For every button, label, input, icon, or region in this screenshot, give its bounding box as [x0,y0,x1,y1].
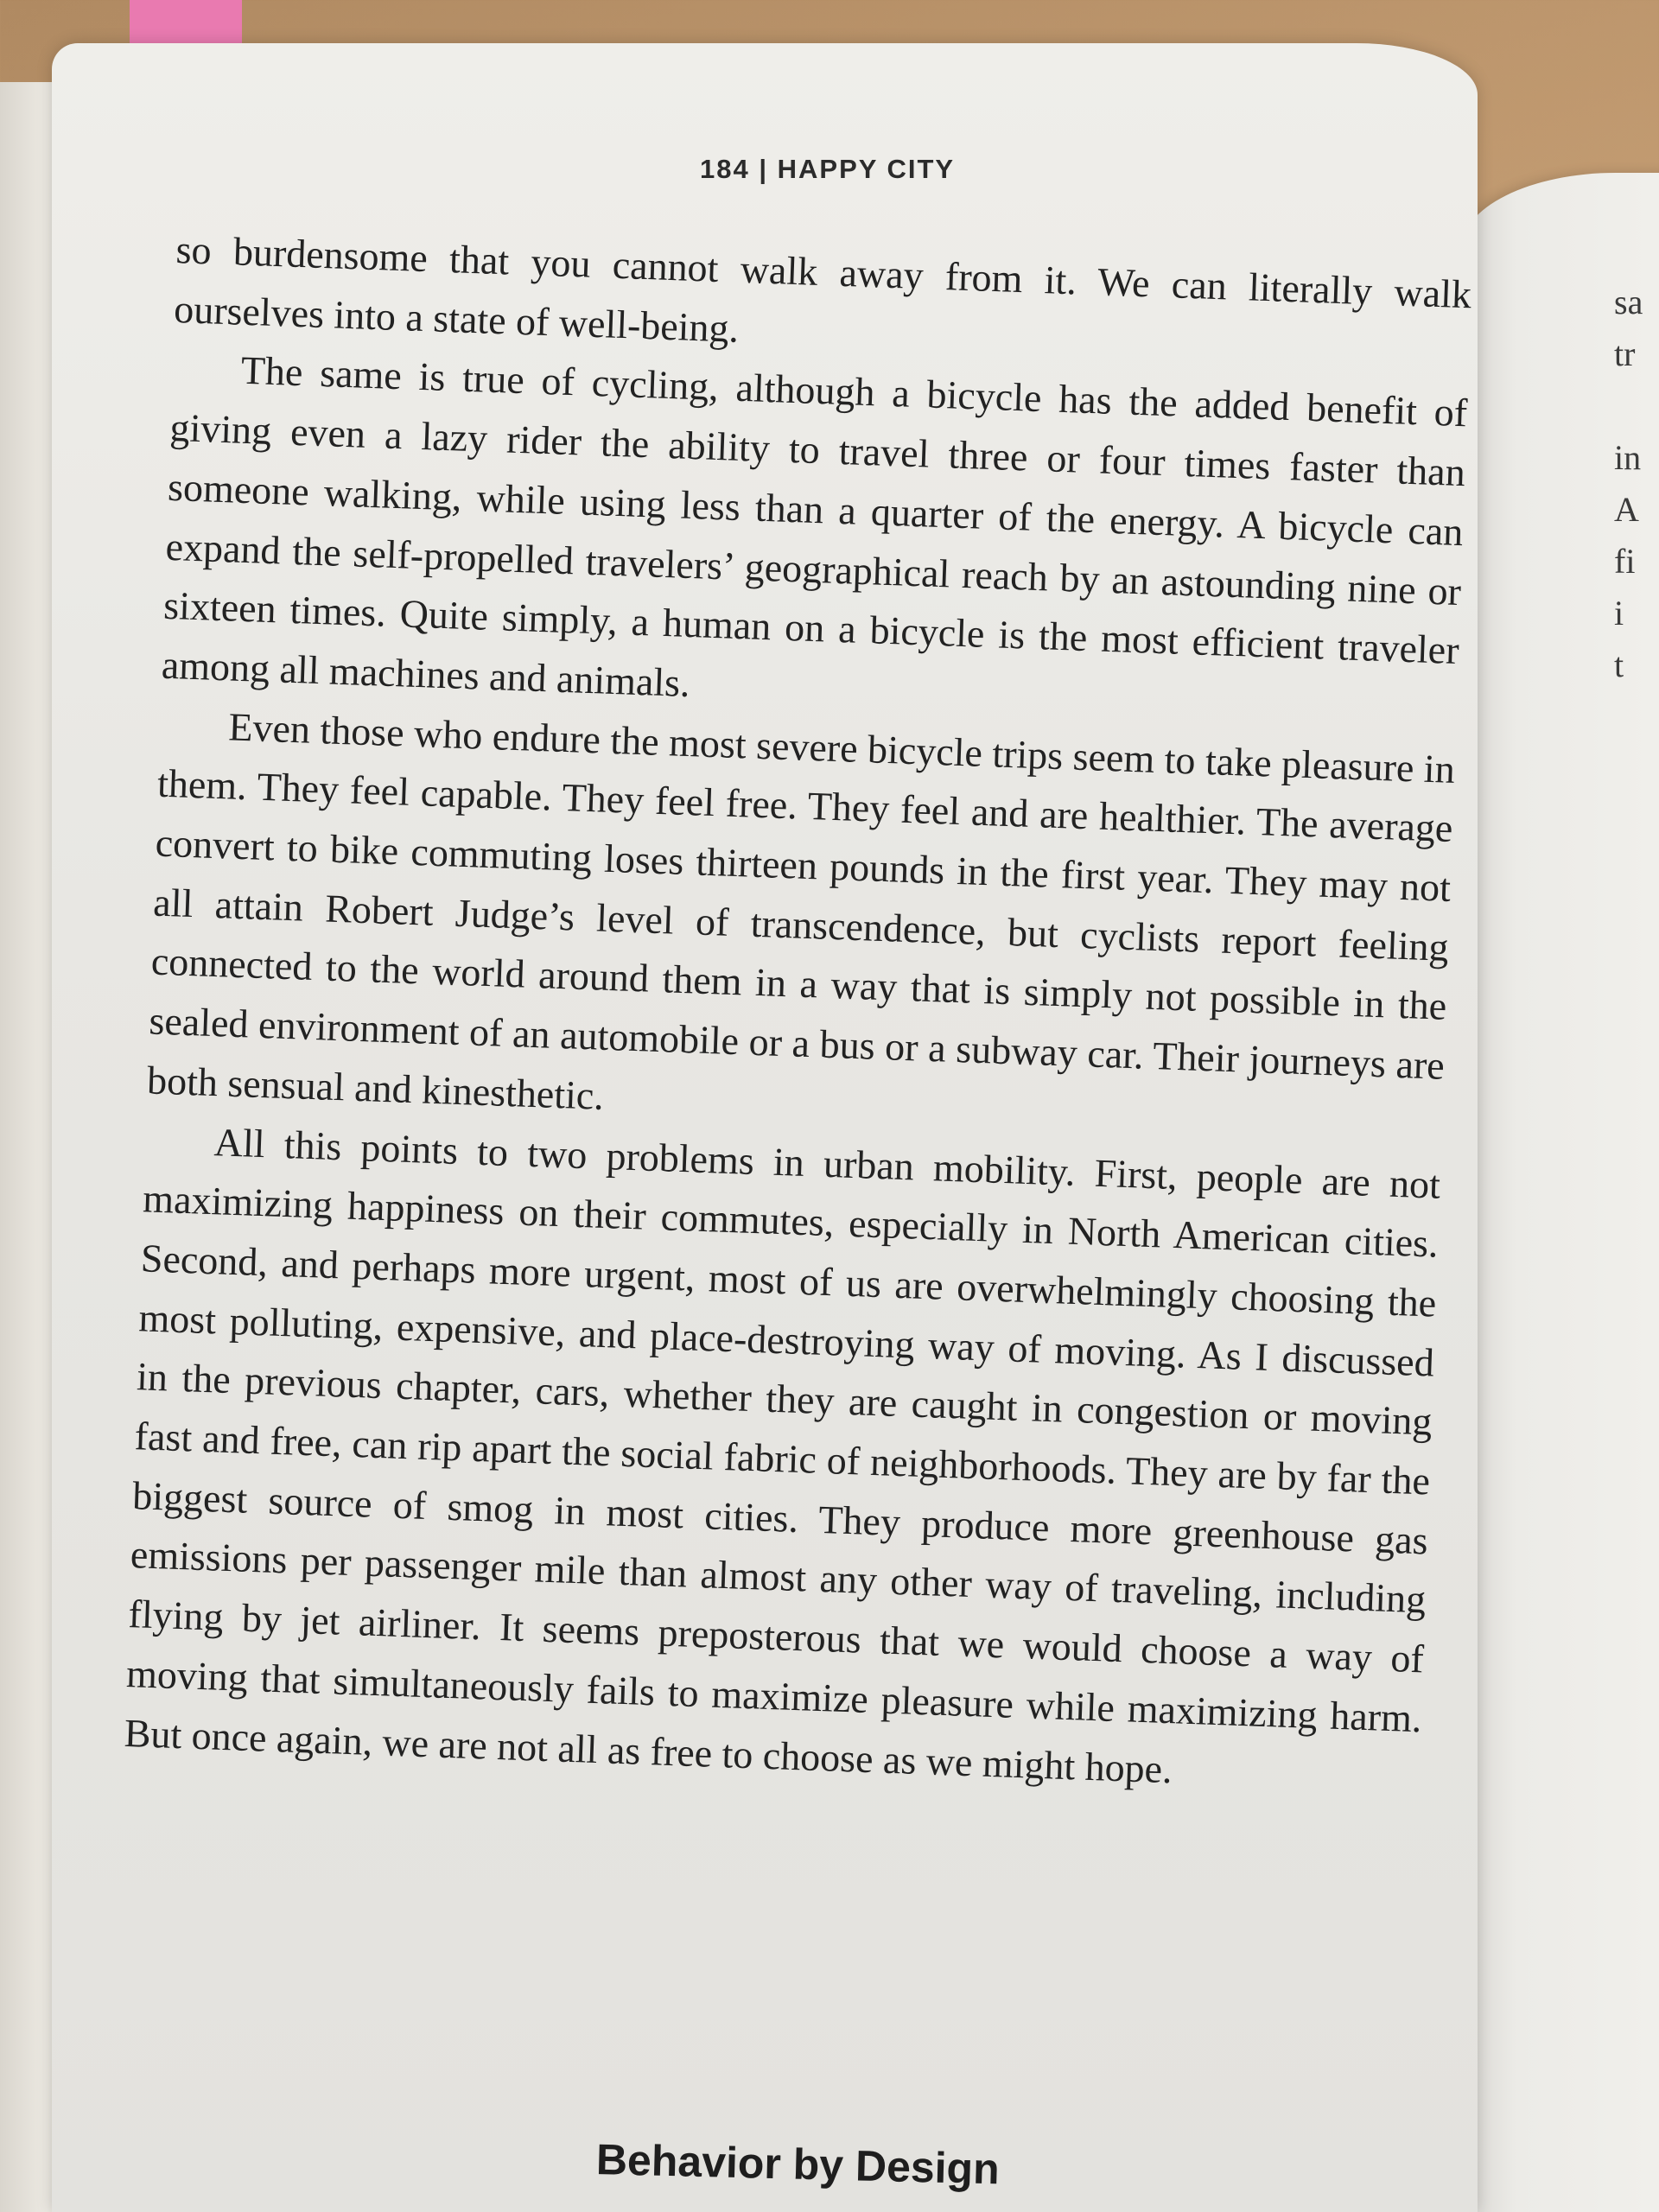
facing-page-text-fragments [1614,276,1659,691]
running-head: 184 | HAPPY CITY [700,154,956,184]
fragment: i [1614,594,1624,632]
section-title: Behavior by Design [595,2135,1001,2194]
fragment: fi [1614,542,1636,581]
body-text [124,220,1472,1808]
paragraph-continuation: so burdensome that you cannot walk away from it. We can literally walk ourselves into a state of well-being. [173,226,1472,351]
paragraph-cycling: The same is true of cycling, although a bicycle has the added benefit of giving even a lazy rider the ability to travel three or four times faster than someone walking, while using less than a quarter of the energy. A bicycle can expand the self-propelled travelers’ geographical reach by an astounding nine or sixteen times. Quite simply, a human on a bicycle is the most efficient traveler among all machines and animals. [161,348,1469,705]
paragraph-bicycle-trips: Even those who endure the most severe bicycle trips seem to take pleasure in them. They feel capable. They feel free. They feel and are healthier. The average convert to bike commuting loses thirteen pounds in the first year. They may not all attain Robert Judge’s level of transcendence, but cyclists report feeling connected to the world around them in a way that is simply not possible in the sealed environment of an automobile or a bus or a subway car. Their journeys are both sensual and kinesthetic. [146,704,1456,1118]
facing-page [1460,173,1659,2212]
paragraph-urban-mobility: All this points to two problems in urban mobility. First, people are not maximizing happiness on their commutes, especially in North American cities. Second, and perhaps more urgent, most of us are overwhelmingly choosing the most polluting, expensive, and place-destroying way of moving. As I discussed in the previous chapter, cars, whether they are caught in congestion or moving fast and free, can rip apart the social fabric of neighborhoods. They are by far the biggest source of smog in most cities. They produce more greenhouse gas emissions per passenger mile than almost any other way of traveling, including flying by jet airliner. It seems preposterous that we would choose a way of moving that simultaneously fails to maximize pleasure while maximizing harm. But once again, we are not all as free to choose as we might hope. [123,1119,1441,1791]
fragment: in [1614,438,1642,477]
fragment [1614,380,1659,432]
fragment: tr [1614,334,1636,373]
fragment: sa [1614,283,1643,321]
fragment: t [1614,645,1624,684]
fragment: A [1614,490,1639,529]
